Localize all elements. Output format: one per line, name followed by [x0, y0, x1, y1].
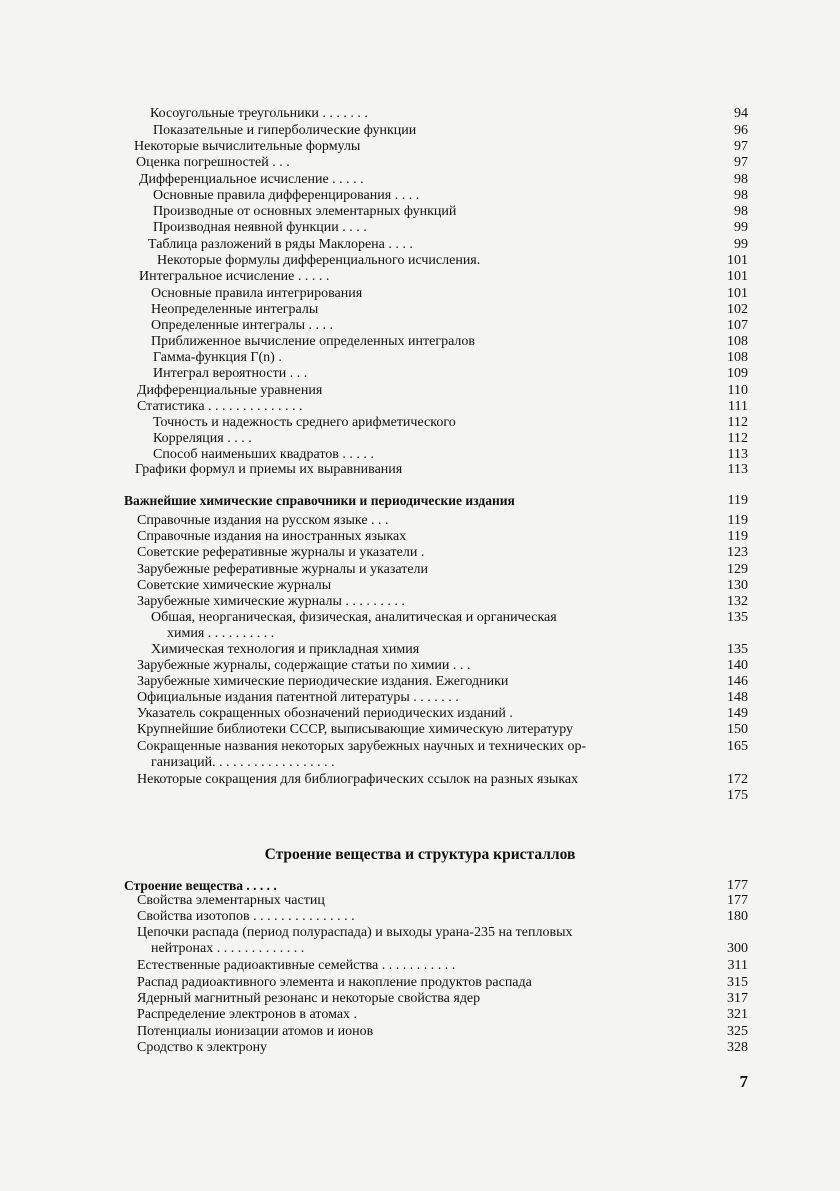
toc-entry-title: Свойства изотопов . . . . . . . . . . . . . . .: [137, 909, 355, 924]
toc-entry-title: Неопределенные интегралы: [151, 302, 319, 317]
toc-entry-page: 150: [727, 722, 748, 737]
toc-entry-title: Распределение электронов в атомах .: [137, 1007, 358, 1022]
toc-entry-page: 129: [727, 562, 748, 577]
toc-entry-page: 110: [727, 383, 748, 398]
toc-entry-page: 108: [727, 350, 748, 365]
toc-entry-title: Химическая технология и прикладная химия: [151, 642, 420, 657]
toc-entry-title: Точность и надежность среднего арифметического: [153, 415, 456, 430]
toc-entry-page: 108: [727, 334, 748, 349]
toc-entry-page: 119: [727, 529, 748, 544]
toc-entry-title: ганизаций. . . . . . . . . . . . . . . . . .: [151, 755, 335, 770]
toc-entry-page: 123: [727, 545, 748, 560]
toc-entry-page: 99: [734, 237, 748, 252]
page-number: 7: [739, 1072, 748, 1091]
toc-entry-page: 130: [727, 578, 748, 593]
toc-entry-title: Строение вещества . . . . .: [124, 878, 277, 893]
toc-entry-page: 317: [727, 991, 748, 1006]
toc-entry-page: 111: [728, 399, 748, 414]
toc-entry-page: 112: [727, 415, 748, 430]
section-title: Строение вещества и структура кристаллов: [264, 846, 576, 863]
toc-entry-title: Приближенное вычисление определенных интегралов: [151, 334, 476, 349]
toc-entry-page: 177: [727, 878, 748, 893]
toc-entry-title: Справочные издания на иностранных языках: [137, 529, 407, 544]
toc-entry-page: 113: [727, 447, 748, 462]
toc-entry-title: Таблица разложений в ряды Маклорена . . . .: [148, 237, 413, 252]
toc-entry-page: 148: [727, 690, 748, 705]
toc-entry-title: Зарубежные реферативные журналы и указатели: [137, 562, 429, 577]
toc-entry-page: 177: [727, 893, 748, 908]
toc-entry-title: Зарубежные журналы, содержащие статьи по химии . . .: [137, 658, 471, 673]
toc-entry-title: Естественные радиоактивные семейства . . . . . . . . . . .: [137, 958, 456, 973]
toc-entry-title: Основные правила дифференцирования . . . .: [153, 188, 420, 203]
toc-entry-title: Некоторые сокращения для библиографических ссылок на разных языках: [137, 772, 579, 787]
toc-entry-title: Косоугольные треугольники . . . . . . .: [150, 106, 368, 121]
toc-entry-page: 96: [734, 123, 748, 138]
toc-entry-title: Интеграл вероятности . . .: [153, 366, 308, 381]
toc-entry-page: 180: [727, 909, 748, 924]
toc-entry-page: 300: [727, 941, 748, 956]
toc-entry-title: Зарубежные химические журналы . . . . . . . . .: [137, 594, 405, 609]
toc-entry-page: 109: [727, 366, 748, 381]
toc-entry-page: 315: [727, 975, 748, 990]
toc-entry-page: 101: [727, 269, 748, 284]
toc-entry-title: Важнейшие химические справочники и периодические издания: [124, 493, 515, 508]
toc-entry-title: Ядерный магнитный резонанс и некоторые свойства ядер: [137, 991, 481, 1006]
toc-entry-page: 97: [734, 155, 748, 170]
toc-entry-page: 119: [727, 493, 748, 508]
toc-entry-title: Гамма-функция Г(n) .: [153, 350, 282, 365]
toc-entry-page: 119: [727, 513, 748, 528]
toc-entry-page: 98: [734, 204, 748, 219]
toc-entry-page: 98: [734, 172, 748, 187]
toc-entry-page: 132: [727, 594, 748, 609]
toc-entry-page: 135: [727, 642, 748, 657]
toc-entry-title: Зарубежные химические периодические издания. Ежегодники: [137, 674, 509, 689]
toc-entry-title: Потенциалы ионизации атомов и ионов: [137, 1024, 374, 1039]
toc-entry-page: 94: [734, 106, 748, 121]
toc-entry-title: Дифференциальные уравнения: [137, 383, 323, 398]
toc-entry-page: 140: [727, 658, 748, 673]
toc-entry-page: 321: [727, 1007, 748, 1022]
toc-entry-page: 101: [727, 253, 748, 268]
toc-entry-page: 146: [727, 674, 748, 689]
toc-entry-page: 98: [734, 188, 748, 203]
toc-entry-title: Сродство к электрону: [137, 1040, 268, 1055]
toc-entry-title: Оценка погрешностей . . .: [136, 155, 290, 170]
toc-entry-title: Некоторые формулы дифференциального исчисления.: [157, 253, 481, 268]
toc-entry-title: Официальные издания патентной литературы . . . . . . .: [137, 690, 459, 705]
toc-entry-title: Основные правила интегрирования: [151, 286, 363, 301]
toc-entry-title: Показательные и гиперболические функции: [153, 123, 417, 138]
toc-entry-title: Указатель сокращенных обозначений периодических изданий .: [137, 706, 513, 721]
toc-entry-title: Корреляция . . . .: [153, 431, 252, 446]
toc-entry-page: 97: [734, 139, 748, 154]
toc-entry-title: Производная неявной функции . . . .: [153, 220, 367, 235]
toc-entry-title: химия . . . . . . . . . .: [167, 626, 275, 641]
toc-entry-title: Справочные издания на русском языке . . .: [137, 513, 389, 528]
toc-entry-page: 112: [727, 431, 748, 446]
toc-entry-page: 113: [727, 462, 748, 477]
toc-entry-title: Советские химические журналы: [137, 578, 332, 593]
toc-entry-title: Советские реферативные журналы и указатели .: [137, 545, 425, 560]
toc-entry-page: 165: [727, 739, 748, 754]
toc-entry-page: 102: [727, 302, 748, 317]
toc-entry-title: нейтронах . . . . . . . . . . . . .: [151, 941, 305, 956]
toc-entry-title: Графики формул и приемы их выравнивания: [135, 462, 403, 477]
toc-entry-title: Производные от основных элементарных функций: [153, 204, 457, 219]
toc-entry-title: Распад радиоактивного элемента и накопление продуктов распада: [137, 975, 532, 990]
toc-entry-title: Обшая, неорганическая, физическая, аналитическая и органическая: [151, 610, 557, 625]
toc-entry-page: 149: [727, 706, 748, 721]
toc-entry-page: 135: [727, 610, 748, 625]
toc-entry-title: Некоторые вычислительные формулы: [134, 139, 361, 154]
toc-entry-title: Крупнейшие библиотеки СССР, выписывающие химическую литературу: [137, 722, 574, 737]
toc-entry-title: Свойства элементарных частиц: [137, 893, 325, 908]
toc-entry-page: 99: [734, 220, 748, 235]
toc-entry-page: 325: [727, 1024, 748, 1039]
toc-entry-page: 175: [727, 788, 748, 803]
toc-entry-title: Дифференциальное исчисление . . . . .: [139, 172, 364, 187]
toc-entry-title: Сокращенные названия некоторых зарубежных научных и технических ор-: [137, 739, 587, 754]
toc-entry-page: 101: [727, 286, 748, 301]
toc-entry-page: 107: [727, 318, 748, 333]
toc-entry-page: 311: [727, 958, 748, 973]
toc-entry-title: Способ наименьших квадратов . . . . .: [153, 447, 374, 462]
toc-entry-title: Статистика . . . . . . . . . . . . . .: [137, 399, 303, 414]
toc-entry-page: 328: [727, 1040, 748, 1055]
toc-entry-page: 172: [727, 772, 748, 787]
toc-entry-title: Интегральное исчисление . . . . .: [139, 269, 330, 284]
toc-entry-title: Цепочки распада (период полураспада) и выходы урана-235 на тепловых: [137, 925, 573, 940]
toc-entry-title: Определенные интегралы . . . .: [151, 318, 334, 333]
